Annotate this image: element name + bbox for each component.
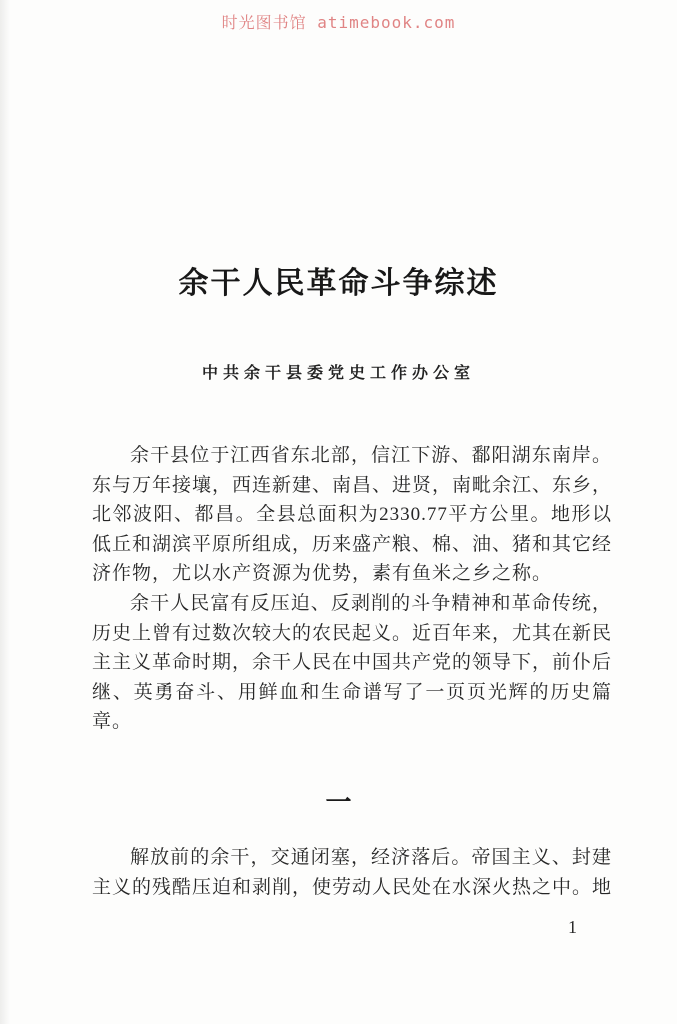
page-number: 1 xyxy=(568,917,577,937)
watermark-text: 时光图书馆 atimebook.com xyxy=(221,13,456,32)
text-line: 解放前的余干，交通闭塞，经济落后。帝国主义、封建 xyxy=(130,847,612,868)
text-line: 东与万年接壤，西连新建、南昌、进贤，南毗余江、东乡， xyxy=(92,474,613,496)
body-text-main xyxy=(92,441,612,737)
text-line: 余干县位于江西省东北部，信江下游、鄱阳湖东南岸。 xyxy=(130,445,612,466)
text-line: 继、英勇奋斗、用鲜血和生命谱写了一页页光辉的历史篇 xyxy=(92,681,612,703)
text-line: 历史上曾有过数次较大的农民起义。近百年来，尤其在新民 xyxy=(92,622,613,644)
body-text-section-1 xyxy=(92,843,612,902)
page-title: 余干人民革命斗争综述 xyxy=(178,267,499,300)
paragraph-2 xyxy=(92,589,612,737)
text-line: 余干人民富有反压迫、反剥削的斗争精神和革命传统， xyxy=(130,592,612,614)
text-line: 低丘和湖滨平原所组成，历来盛产粮、棉、油、猪和其它经 xyxy=(92,533,613,555)
text-line: 章。 xyxy=(92,711,133,733)
text-line: 主主义革命时期，余干人民在中国共产党的领导下，前仆后 xyxy=(92,652,613,674)
section-marker: 一 xyxy=(325,788,352,817)
text-line: 济作物，尤以水产资源为优势，素有鱼米之乡之称。 xyxy=(92,563,553,585)
paragraph-1 xyxy=(92,441,612,589)
text-line: 北邻波阳、都昌。全县总面积为2330.77平方公里。地形以 xyxy=(92,504,612,526)
paragraph-3 xyxy=(92,843,612,902)
byline: 中共余干县委党史工作办公室 xyxy=(201,365,475,382)
text-line: 主义的残酷压迫和剥削，使劳动人民处在水深火热之中。地 xyxy=(92,876,613,898)
